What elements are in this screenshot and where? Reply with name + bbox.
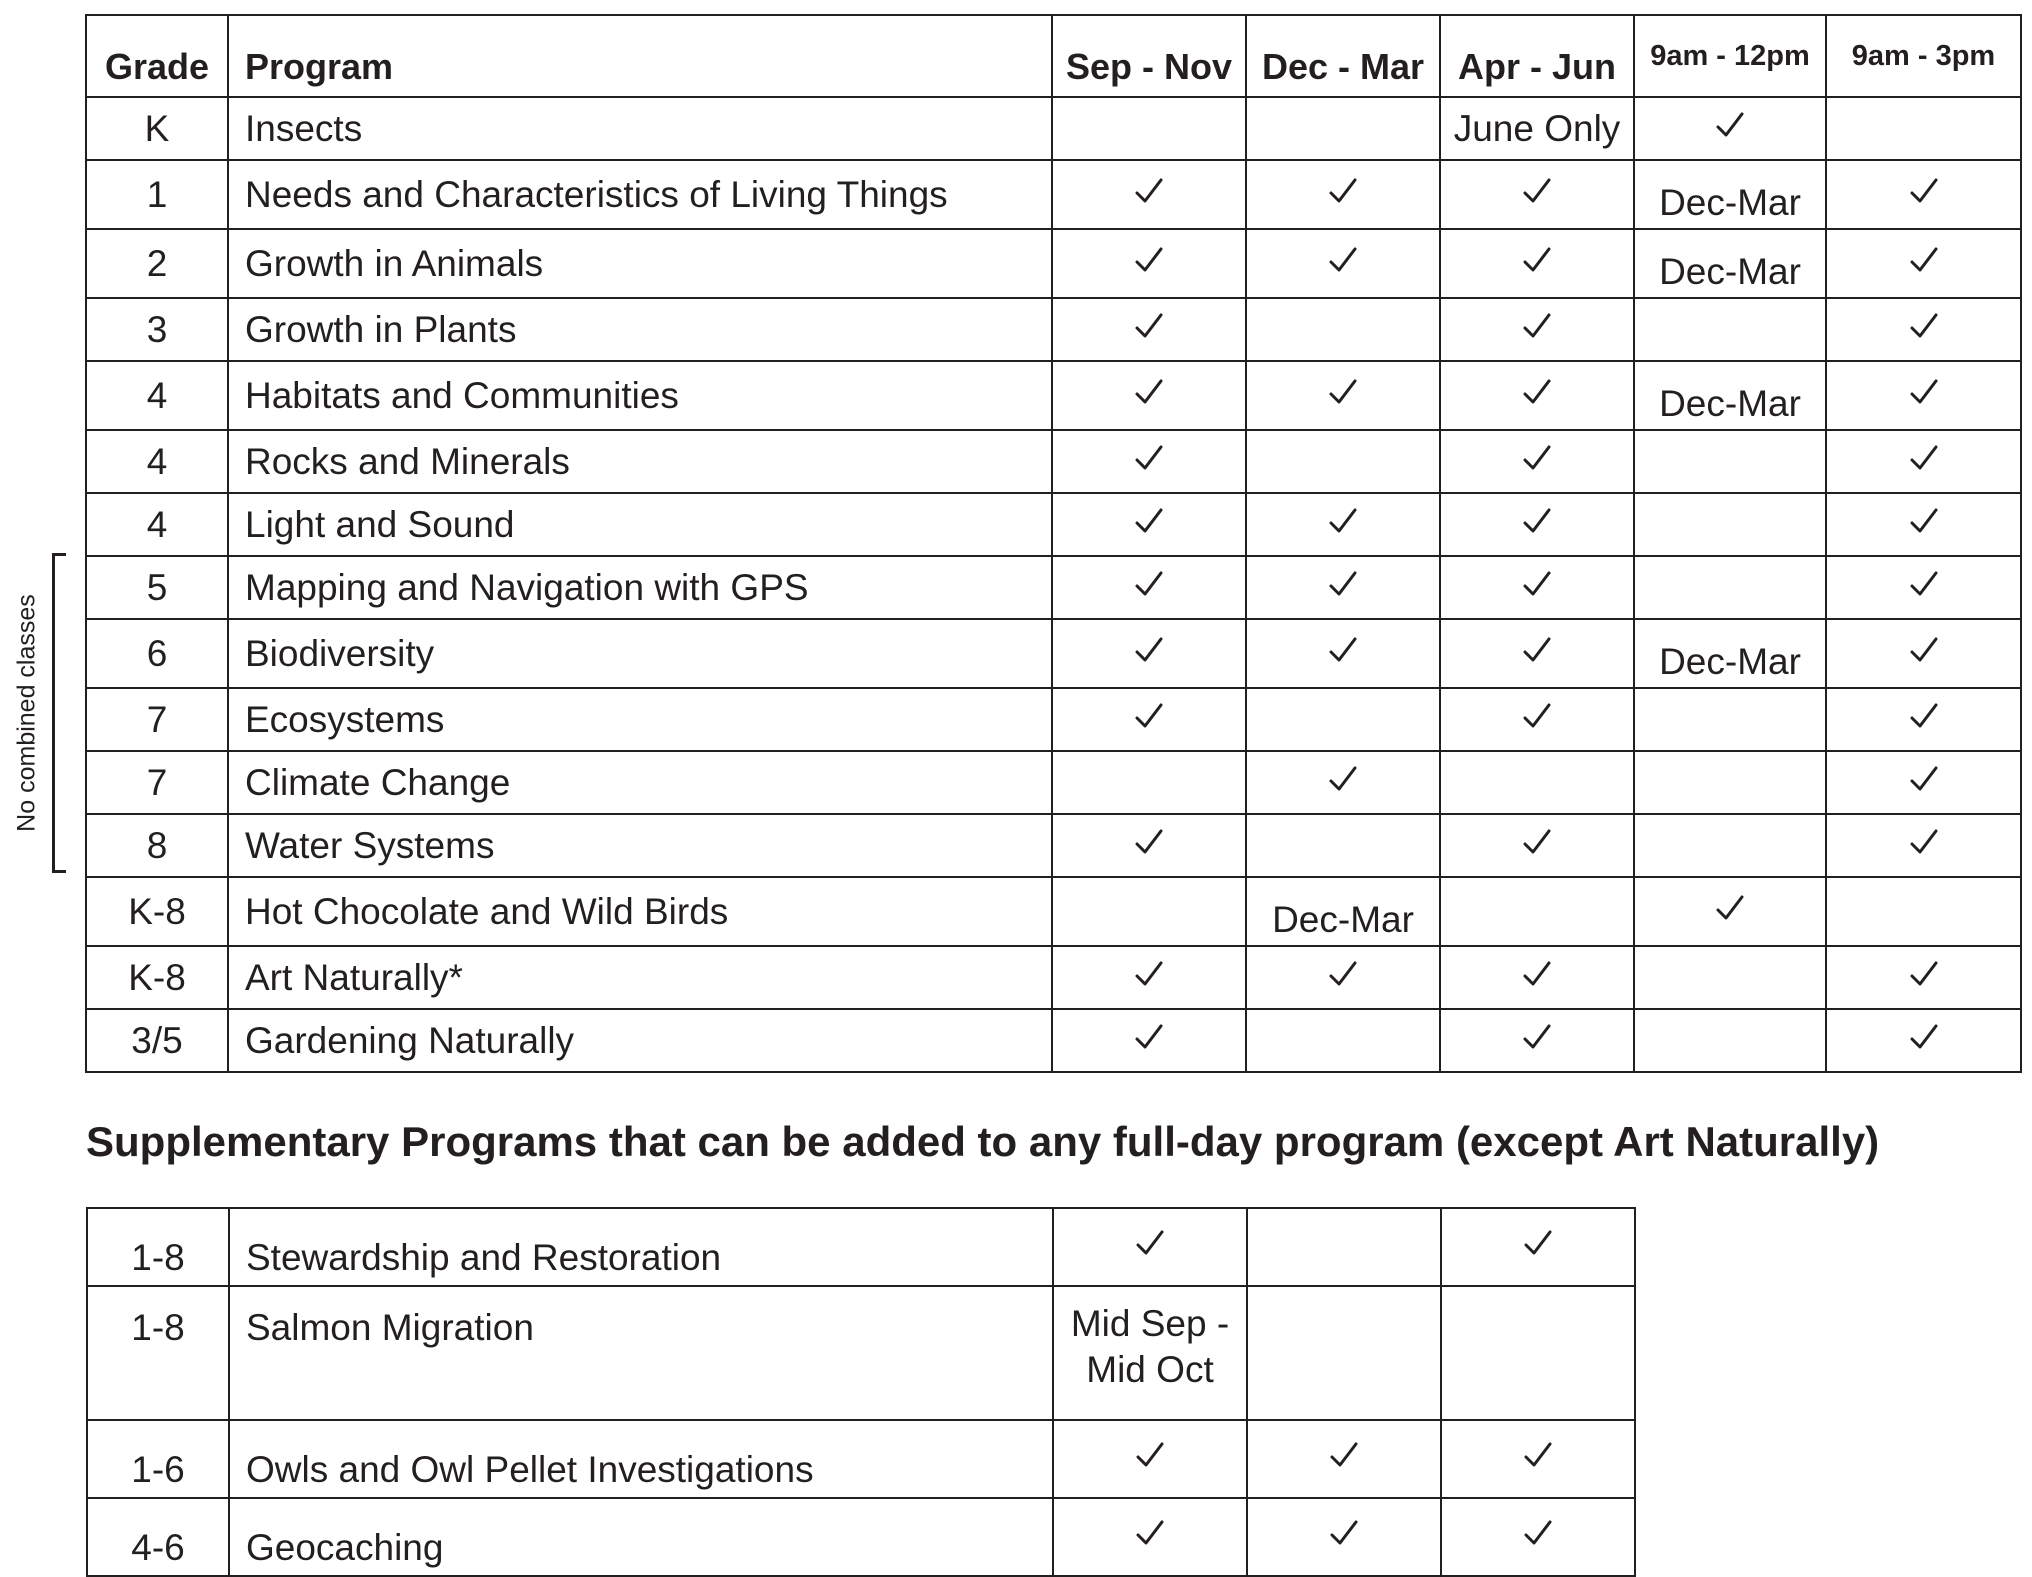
availability-cell-apr-jun <box>1440 751 1634 814</box>
availability-cell-half-day <box>1634 688 1826 751</box>
availability-cell-apr-jun <box>1440 298 1634 361</box>
checkmark-icon <box>1909 701 1939 731</box>
table-row <box>86 361 2021 430</box>
availability-cell-dec-mar <box>1246 160 1440 229</box>
availability-cell-dec-mar <box>1246 298 1440 361</box>
checkmark-icon <box>1134 245 1164 275</box>
checkmark-icon <box>1909 635 1939 665</box>
grade-cell: 7 <box>86 751 228 814</box>
availability-cell-dec-mar <box>1246 877 1440 946</box>
checkmark-icon <box>1328 635 1358 665</box>
availability-cell-sep-nov <box>1052 814 1246 877</box>
header-half-day: 9am - 12pm <box>1634 15 1826 97</box>
checkmark-icon <box>1328 506 1358 536</box>
availability-note: Dec-Mar <box>1659 640 1801 682</box>
checkmark-icon <box>1522 827 1552 857</box>
availability-cell-apr-jun <box>1440 430 1634 493</box>
availability-cell-sep-nov <box>1052 688 1246 751</box>
table-row <box>86 556 2021 619</box>
availability-cell-dec-mar <box>1246 751 1440 814</box>
checkmark-icon <box>1909 245 1939 275</box>
grade-cell: 7 <box>86 688 228 751</box>
checkmark-icon <box>1909 764 1939 794</box>
availability-cell-sep-nov <box>1053 1498 1247 1576</box>
checkmark-icon <box>1328 569 1358 599</box>
checkmark-icon <box>1522 245 1552 275</box>
availability-cell-half-day <box>1634 556 1826 619</box>
availability-cell-apr-jun <box>1440 361 1634 430</box>
grade-cell: 1-6 <box>87 1420 229 1498</box>
combined-classes-bracket <box>52 553 66 873</box>
program-rows <box>86 97 2021 1072</box>
availability-cell-dec-mar <box>1247 1208 1441 1286</box>
checkmark-icon <box>1909 443 1939 473</box>
checkmark-icon <box>1523 1518 1553 1548</box>
header-grade: Grade <box>86 15 228 97</box>
table-row <box>86 1009 2021 1072</box>
table-row <box>86 619 2021 688</box>
availability-note: Dec-Mar <box>1659 250 1801 292</box>
availability-cell-sep-nov <box>1053 1420 1247 1498</box>
availability-cell-sep-nov <box>1052 361 1246 430</box>
availability-cell-sep-nov <box>1052 751 1246 814</box>
availability-cell-full-day <box>1826 946 2021 1009</box>
availability-cell-apr-jun <box>1441 1286 1635 1420</box>
program-name-cell: Insects <box>228 97 1052 160</box>
grade-cell: 1 <box>86 160 228 229</box>
table-header-row <box>86 15 2021 97</box>
availability-cell-sep-nov <box>1052 229 1246 298</box>
checkmark-icon <box>1135 1518 1165 1548</box>
program-name-cell: Rocks and Minerals <box>228 430 1052 493</box>
availability-cell-half-day <box>1634 229 1826 298</box>
availability-cell-half-day <box>1634 493 1826 556</box>
availability-cell-apr-jun <box>1440 877 1634 946</box>
table-row <box>86 229 2021 298</box>
checkmark-icon <box>1522 311 1552 341</box>
program-name-cell: Mapping and Navigation with GPS <box>228 556 1052 619</box>
checkmark-icon <box>1522 569 1552 599</box>
checkmark-icon <box>1329 1440 1359 1470</box>
availability-cell-full-day <box>1826 814 2021 877</box>
checkmark-icon <box>1135 1228 1165 1258</box>
table-row <box>86 688 2021 751</box>
checkmark-icon <box>1522 635 1552 665</box>
checkmark-icon <box>1134 827 1164 857</box>
availability-cell-full-day <box>1826 97 2021 160</box>
availability-cell-full-day <box>1826 160 2021 229</box>
grade-cell: 4 <box>86 493 228 556</box>
availability-cell-full-day <box>1826 877 2021 946</box>
checkmark-icon <box>1134 311 1164 341</box>
availability-cell-dec-mar <box>1246 556 1440 619</box>
availability-cell-apr-jun <box>1441 1420 1635 1498</box>
grade-cell: 1-8 <box>87 1286 229 1420</box>
availability-cell-sep-nov <box>1052 1009 1246 1072</box>
checkmark-icon <box>1328 959 1358 989</box>
availability-cell-dec-mar <box>1246 361 1440 430</box>
bracket-note: No combined classes <box>12 594 41 832</box>
checkmark-icon <box>1134 506 1164 536</box>
checkmark-icon <box>1134 1022 1164 1052</box>
availability-cell-sep-nov <box>1052 556 1246 619</box>
checkmark-icon <box>1522 176 1552 206</box>
checkmark-icon <box>1522 506 1552 536</box>
availability-cell-sep-nov <box>1052 946 1246 1009</box>
availability-cell-sep-nov <box>1052 298 1246 361</box>
availability-cell-apr-jun <box>1440 688 1634 751</box>
supplementary-rows <box>87 1208 1635 1576</box>
table-row <box>86 97 2021 160</box>
checkmark-icon <box>1909 1022 1939 1052</box>
availability-cell-apr-jun <box>1440 814 1634 877</box>
availability-cell-dec-mar <box>1246 946 1440 1009</box>
availability-cell-dec-mar <box>1246 619 1440 688</box>
availability-cell-full-day <box>1826 1009 2021 1072</box>
program-name-cell: Salmon Migration <box>229 1286 1053 1420</box>
table-row <box>86 946 2021 1009</box>
table-row <box>86 160 2021 229</box>
checkmark-icon <box>1909 311 1939 341</box>
grade-cell: 4 <box>86 361 228 430</box>
grade-cell: 1-8 <box>87 1208 229 1286</box>
checkmark-icon <box>1522 1022 1552 1052</box>
availability-cell-half-day <box>1634 1009 1826 1072</box>
availability-cell-half-day <box>1634 877 1826 946</box>
availability-cell-half-day <box>1634 619 1826 688</box>
program-name-cell: Owls and Owl Pellet Investigations <box>229 1420 1053 1498</box>
table-row <box>86 493 2021 556</box>
availability-cell-sep-nov <box>1052 430 1246 493</box>
grade-cell: 2 <box>86 229 228 298</box>
table-row <box>86 751 2021 814</box>
checkmark-icon <box>1909 377 1939 407</box>
checkmark-icon <box>1134 701 1164 731</box>
checkmark-icon <box>1522 443 1552 473</box>
availability-cell-apr-jun <box>1440 1009 1634 1072</box>
supplementary-row <box>87 1208 1635 1286</box>
program-schedule-table <box>85 14 2022 1073</box>
program-name-cell: Needs and Characteristics of Living Things <box>228 160 1052 229</box>
table-row <box>86 298 2021 361</box>
availability-cell-apr-jun <box>1441 1208 1635 1286</box>
checkmark-icon <box>1328 245 1358 275</box>
availability-cell-half-day <box>1634 751 1826 814</box>
checkmark-icon <box>1909 506 1939 536</box>
availability-cell-half-day <box>1634 814 1826 877</box>
program-name-cell: Art Naturally* <box>228 946 1052 1009</box>
availability-cell-full-day <box>1826 619 2021 688</box>
table-row <box>86 814 2021 877</box>
availability-cell-half-day <box>1634 97 1826 160</box>
availability-cell-sep-nov <box>1052 877 1246 946</box>
availability-note: Dec-Mar <box>1659 181 1801 223</box>
program-name-cell: Geocaching <box>229 1498 1053 1576</box>
program-name-cell: Climate Change <box>228 751 1052 814</box>
availability-cell-full-day <box>1826 298 2021 361</box>
header-full-day: 9am - 3pm <box>1826 15 2021 97</box>
checkmark-icon <box>1522 959 1552 989</box>
availability-cell-dec-mar <box>1246 97 1440 160</box>
program-name-cell: Biodiversity <box>228 619 1052 688</box>
program-name-cell: Ecosystems <box>228 688 1052 751</box>
supplementary-row <box>87 1420 1635 1498</box>
availability-cell-full-day <box>1826 430 2021 493</box>
availability-cell-half-day <box>1634 430 1826 493</box>
checkmark-icon <box>1328 377 1358 407</box>
checkmark-icon <box>1134 635 1164 665</box>
availability-cell-half-day <box>1634 361 1826 430</box>
availability-cell-apr-jun <box>1440 493 1634 556</box>
checkmark-icon <box>1135 1440 1165 1470</box>
program-name-cell: Stewardship and Restoration <box>229 1208 1053 1286</box>
checkmark-icon <box>1328 764 1358 794</box>
grade-cell: K-8 <box>86 946 228 1009</box>
availability-cell-apr-jun <box>1440 160 1634 229</box>
availability-cell-dec-mar <box>1247 1420 1441 1498</box>
header-sep-nov: Sep - Nov <box>1052 15 1246 97</box>
availability-cell-dec-mar <box>1246 688 1440 751</box>
checkmark-icon <box>1909 176 1939 206</box>
grade-cell: 5 <box>86 556 228 619</box>
availability-cell-full-day <box>1826 556 2021 619</box>
supplementary-row <box>87 1498 1635 1576</box>
checkmark-icon <box>1523 1440 1553 1470</box>
header-apr-jun: Apr - Jun <box>1440 15 1634 97</box>
availability-cell-half-day <box>1634 298 1826 361</box>
availability-cell-apr-jun <box>1440 556 1634 619</box>
table-row <box>86 877 2021 946</box>
availability-cell-sep-nov <box>1052 97 1246 160</box>
grade-cell: 8 <box>86 814 228 877</box>
checkmark-icon <box>1909 959 1939 989</box>
grade-cell: 3 <box>86 298 228 361</box>
availability-cell-apr-jun <box>1440 97 1634 160</box>
grade-cell: K <box>86 97 228 160</box>
program-name-cell: Growth in Plants <box>228 298 1052 361</box>
availability-cell-dec-mar <box>1246 814 1440 877</box>
checkmark-icon <box>1523 1228 1553 1258</box>
availability-cell-dec-mar <box>1247 1498 1441 1576</box>
checkmark-icon <box>1909 569 1939 599</box>
header-program: Program <box>228 15 1052 97</box>
availability-cell-full-day <box>1826 751 2021 814</box>
availability-cell-dec-mar <box>1246 1009 1440 1072</box>
availability-cell-sep-nov <box>1052 493 1246 556</box>
header-dec-mar: Dec - Mar <box>1246 15 1440 97</box>
supplementary-heading: Supplementary Programs that can be added to any full-day program (except Art Naturally) <box>86 1118 1880 1165</box>
grade-cell: K-8 <box>86 877 228 946</box>
program-name-cell: Water Systems <box>228 814 1052 877</box>
availability-cell-sep-nov <box>1053 1208 1247 1286</box>
grade-cell: 3/5 <box>86 1009 228 1072</box>
program-name-cell: Growth in Animals <box>228 229 1052 298</box>
availability-cell-apr-jun <box>1441 1498 1635 1576</box>
grade-cell: 4 <box>86 430 228 493</box>
grade-cell: 4-6 <box>87 1498 229 1576</box>
availability-note: June Only <box>1453 107 1621 149</box>
checkmark-icon <box>1134 176 1164 206</box>
checkmark-icon <box>1522 701 1552 731</box>
checkmark-icon <box>1134 569 1164 599</box>
checkmark-icon <box>1329 1518 1359 1548</box>
availability-cell-dec-mar <box>1246 229 1440 298</box>
program-name-cell: Habitats and Communities <box>228 361 1052 430</box>
availability-cell-full-day <box>1826 229 2021 298</box>
table-row <box>86 430 2021 493</box>
availability-cell-half-day <box>1634 946 1826 1009</box>
availability-cell-half-day <box>1634 160 1826 229</box>
availability-cell-sep-nov <box>1052 619 1246 688</box>
availability-note: Dec-Mar <box>1659 382 1801 424</box>
availability-note: Dec-Mar <box>1272 898 1414 940</box>
availability-cell-dec-mar <box>1246 430 1440 493</box>
availability-cell-apr-jun <box>1440 946 1634 1009</box>
checkmark-icon <box>1909 827 1939 857</box>
checkmark-icon <box>1134 959 1164 989</box>
checkmark-icon <box>1134 377 1164 407</box>
supplementary-row <box>87 1286 1635 1420</box>
availability-cell-dec-mar <box>1246 493 1440 556</box>
checkmark-icon <box>1715 893 1745 923</box>
program-name-cell: Light and Sound <box>228 493 1052 556</box>
grade-cell: 6 <box>86 619 228 688</box>
availability-cell-sep-nov <box>1052 160 1246 229</box>
availability-cell-full-day <box>1826 688 2021 751</box>
availability-cell-sep-nov: Mid Sep - Mid Oct <box>1053 1286 1247 1420</box>
program-name-cell: Hot Chocolate and Wild Birds <box>228 877 1052 946</box>
program-name-cell: Gardening Naturally <box>228 1009 1052 1072</box>
availability-cell-dec-mar <box>1247 1286 1441 1420</box>
availability-cell-full-day <box>1826 361 2021 430</box>
checkmark-icon <box>1715 110 1745 140</box>
availability-cell-apr-jun <box>1440 619 1634 688</box>
checkmark-icon <box>1522 377 1552 407</box>
checkmark-icon <box>1134 443 1164 473</box>
checkmark-icon <box>1328 176 1358 206</box>
availability-cell-apr-jun <box>1440 229 1634 298</box>
availability-cell-full-day <box>1826 493 2021 556</box>
supplementary-table <box>86 1207 1636 1577</box>
